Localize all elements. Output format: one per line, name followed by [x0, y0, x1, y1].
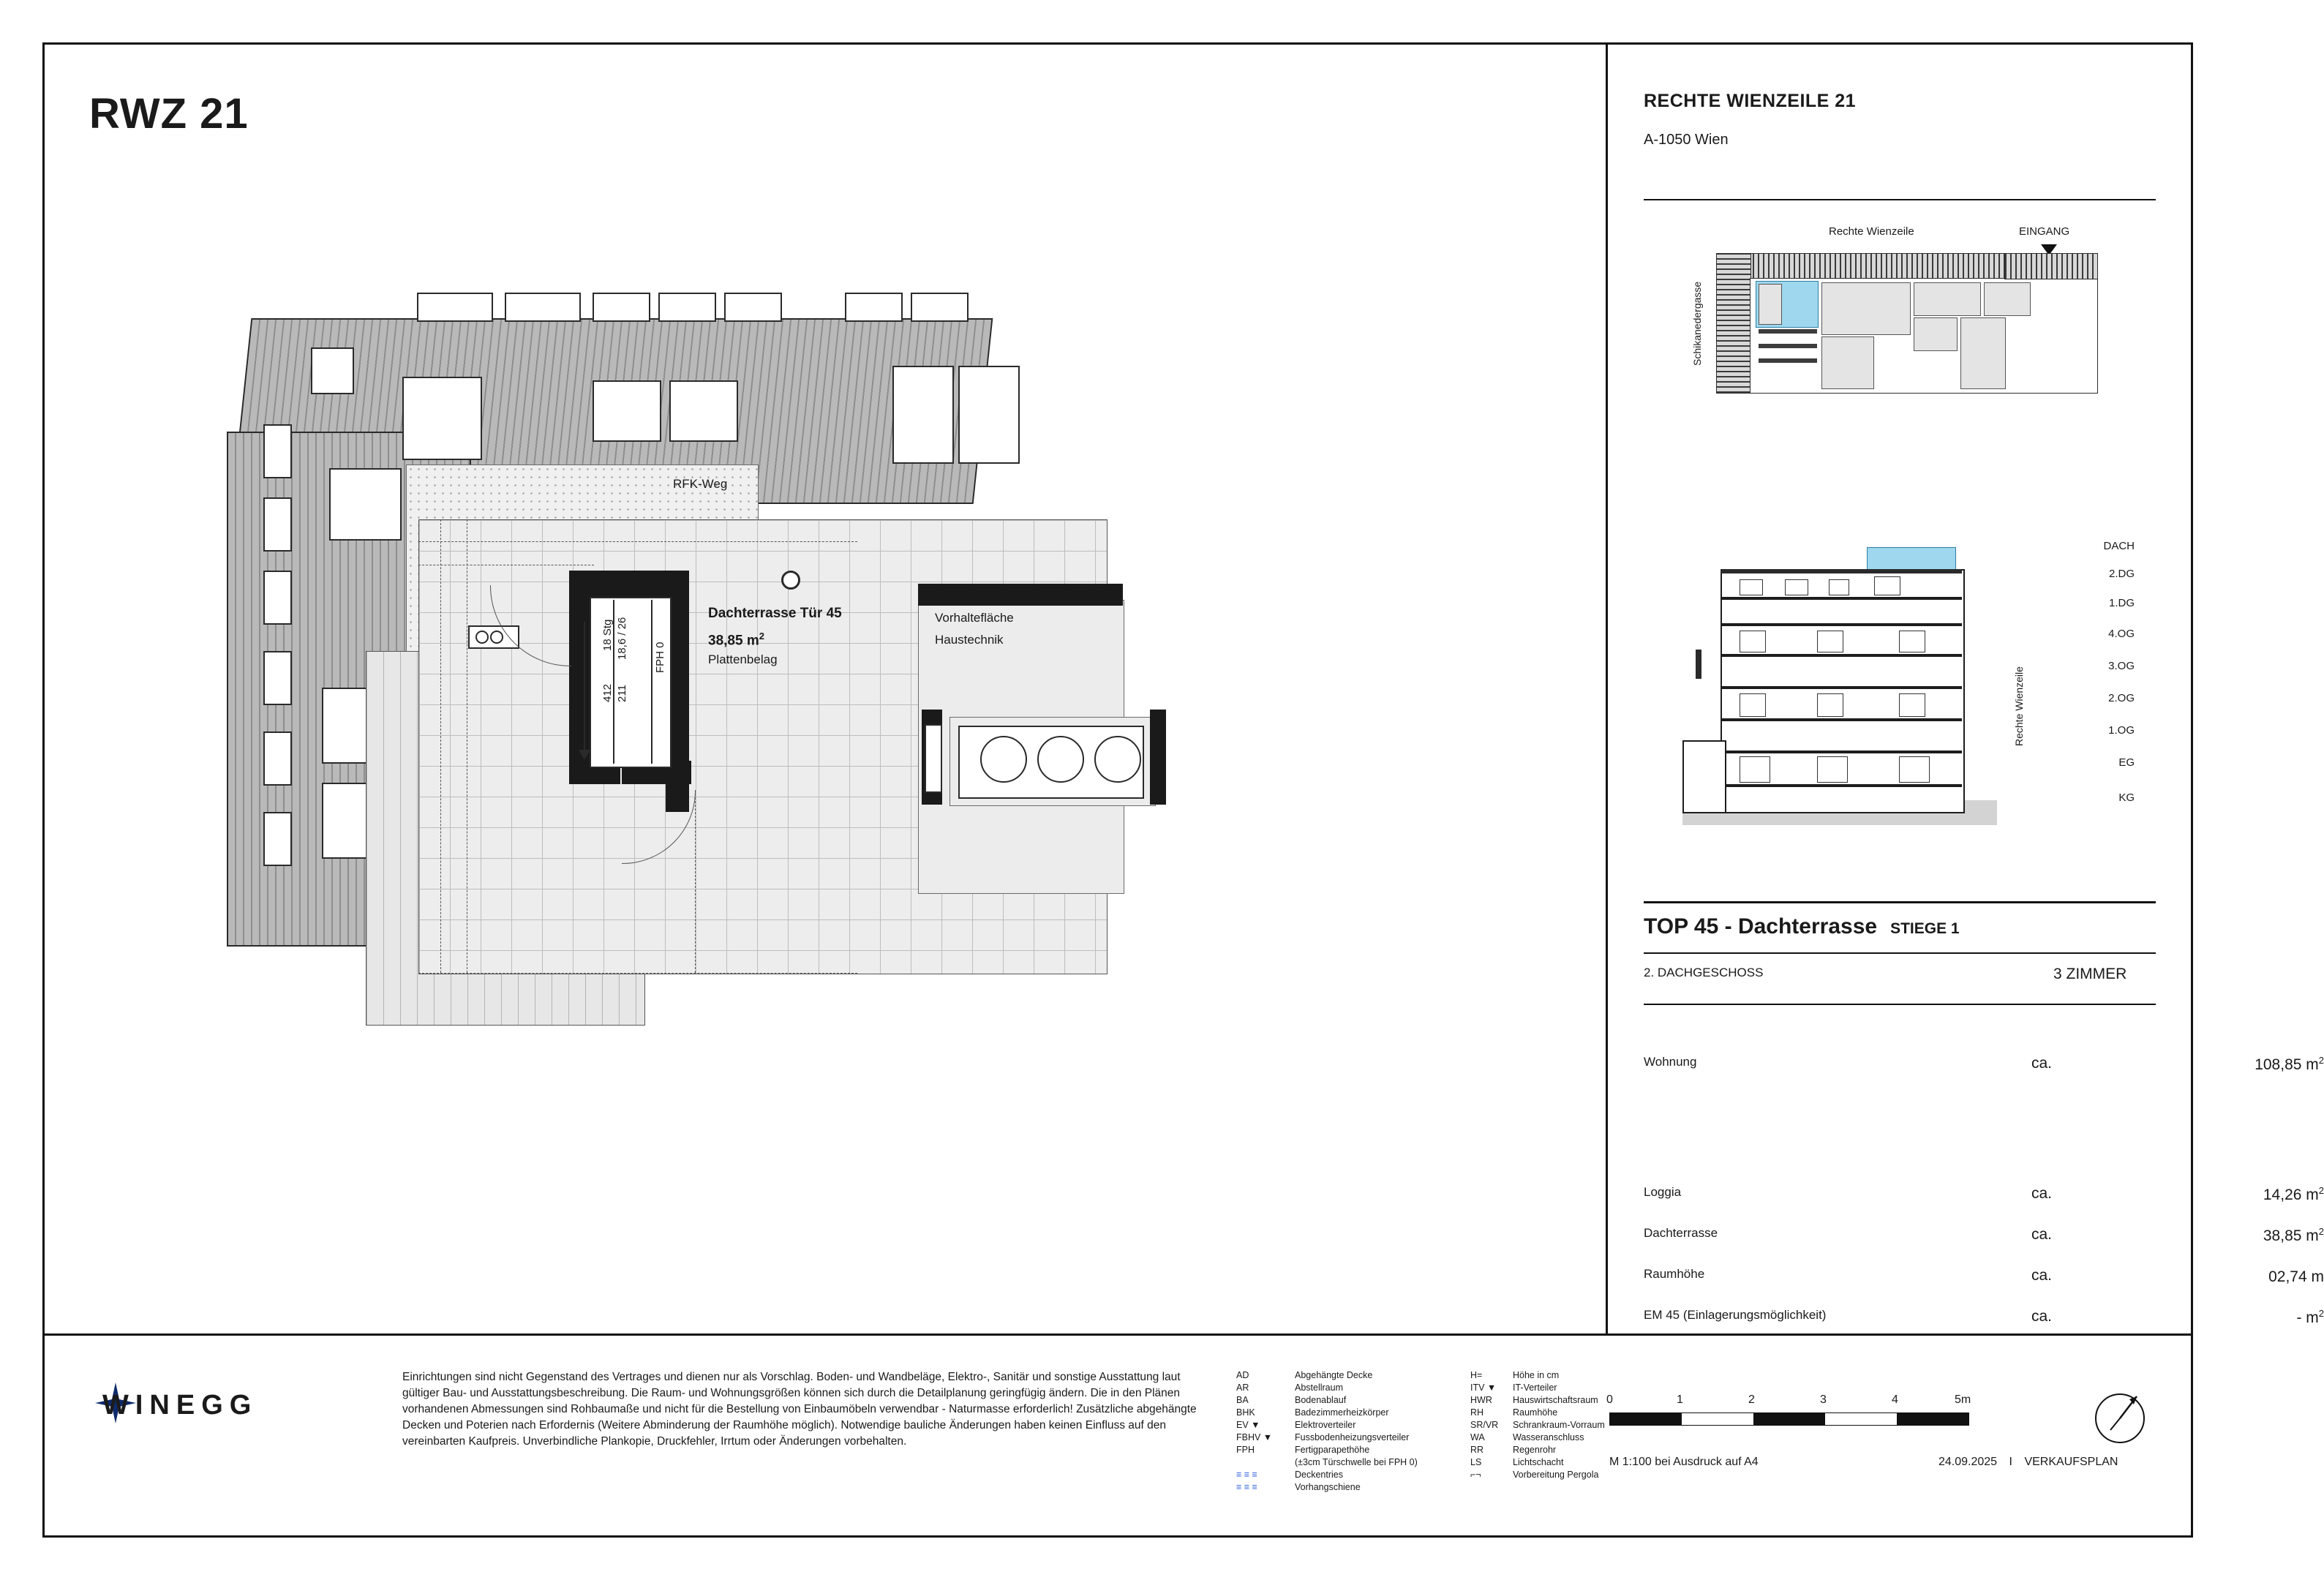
scale-tick-4: 4 — [1892, 1393, 1898, 1406]
section-window-g — [1899, 631, 1925, 652]
area-value-text-1: 14,26 m — [2263, 1186, 2319, 1203]
stair-label-1: 18 Stg — [601, 619, 614, 651]
stair-label-2: 18,6 / 26 — [616, 617, 628, 660]
legend-item — [1236, 1407, 1463, 1419]
area-label-0: Wohnung — [1644, 1055, 1697, 1069]
site-unit-detail-a — [1759, 284, 1782, 325]
section-street-label: Rechte Wienzeile — [2013, 666, 2025, 746]
level-label-4: 3.OG — [2108, 660, 2135, 672]
vorhangschiene-icon: ≡ ≡ ≡ — [1236, 1482, 1257, 1492]
roof-window-w3 — [263, 424, 292, 478]
project-address: A-1050 Wien — [1644, 132, 1729, 148]
roof-window-n8 — [593, 380, 661, 442]
roof-window-n10 — [892, 366, 954, 464]
dash-line-6 — [418, 973, 857, 974]
section-floor-2 — [1721, 623, 1962, 626]
site-core-e — [1960, 317, 2006, 389]
area-label-2: Dachterrasse — [1644, 1226, 1718, 1240]
area-value-3 — [2222, 1267, 2324, 1286]
building-section — [1682, 527, 2135, 870]
terrace-surface-label: Plattenbelag — [708, 652, 778, 666]
roof-window-w9 — [329, 468, 402, 541]
legend-left-column — [1236, 1369, 1463, 1494]
area-ca-3: ca. — [2031, 1267, 2053, 1284]
level-label-2: 1.DG — [2108, 597, 2135, 609]
legend-key: EV ▼ — [1236, 1420, 1260, 1430]
level-label-3: 4.OG — [2108, 628, 2135, 640]
roof-window-w5 — [263, 571, 292, 625]
stair-rail-2 — [651, 600, 653, 764]
legend-value: Abgehängte Decke — [1295, 1370, 1373, 1380]
level-label-6: 1.OG — [2108, 724, 2135, 737]
scale-tick-5: 5m — [1955, 1393, 1971, 1406]
planter-1 — [980, 736, 1027, 783]
legend-value: Wasseranschluss — [1513, 1432, 1584, 1442]
section-window-d — [1874, 576, 1900, 595]
unit-rule-areas — [1644, 1004, 2156, 1005]
scale-bar-graphic — [1609, 1412, 1969, 1426]
legend-value: Raumhöhe — [1513, 1407, 1558, 1418]
site-wall-b — [1759, 344, 1817, 348]
legend-item — [1236, 1419, 1463, 1432]
legend-value: IT-Verteiler — [1513, 1382, 1557, 1393]
legend-key: SR/VR — [1470, 1420, 1499, 1430]
legend-key: RR — [1470, 1445, 1484, 1455]
terrace-name-label: Dachterrasse Tür 45 — [708, 606, 842, 621]
legend-key: WA — [1470, 1432, 1485, 1442]
site-core-d — [1914, 317, 1958, 351]
section-window-i — [1817, 693, 1843, 717]
site-core-a — [1821, 282, 1911, 335]
stair-label-3: 412 — [601, 683, 614, 702]
legend-key: HWR — [1470, 1395, 1492, 1405]
legend-value: Deckentries — [1295, 1470, 1343, 1480]
page-title: RWZ 21 — [89, 90, 249, 138]
section-window-f — [1817, 631, 1843, 652]
area-ca-2: ca. — [2031, 1226, 2053, 1243]
planter-3 — [1094, 736, 1141, 783]
section-window-k — [1740, 756, 1770, 783]
site-core-b — [1821, 336, 1874, 389]
horizontal-divider — [42, 1333, 2193, 1336]
area-label-4: EM 45 (Einlagerungsmöglichkeit) — [1644, 1308, 1827, 1322]
terrace-area-label — [708, 631, 764, 649]
fixture-dot-2 — [490, 631, 503, 644]
area-ca-4: ca. — [2031, 1308, 2053, 1325]
stair-direction-line — [584, 622, 585, 753]
legend-key: RH — [1470, 1407, 1484, 1418]
terrace-area-sup: 2 — [759, 631, 764, 642]
dash-line-5 — [695, 790, 696, 973]
legend-key: FBHV ▼ — [1236, 1432, 1273, 1442]
legend-value: Fertigparapethöhe — [1295, 1445, 1370, 1455]
site-wall-a — [1759, 329, 1817, 334]
scale-tick-1: 1 — [1677, 1393, 1683, 1406]
roof-window-n7 — [911, 293, 969, 322]
level-label-7: EG — [2118, 756, 2135, 769]
fph-label: FPH 0 — [654, 642, 666, 673]
site-entrance-label: EINGANG — [2019, 225, 2070, 238]
roof-window-w6 — [263, 651, 292, 705]
section-window-e — [1740, 631, 1766, 652]
legend-value: Elektroverteiler — [1295, 1420, 1356, 1430]
area-value-text-4: - m — [2296, 1309, 2319, 1326]
scale-ticks — [1606, 1393, 1971, 1410]
parapet-opening — [925, 724, 942, 793]
roof-window-w1 — [311, 347, 354, 394]
legend-value: Bodenablauf — [1295, 1395, 1347, 1405]
pergola-icon: ⌐¬ — [1470, 1470, 1481, 1480]
section-window-m — [1899, 756, 1930, 783]
brand-name: WINEGG — [102, 1390, 258, 1421]
site-west-wing — [1716, 253, 1751, 394]
floor-plan — [183, 278, 1558, 1302]
area-value-4 — [2222, 1308, 2324, 1327]
date-separator: I — [2009, 1456, 2012, 1468]
section-window-l — [1817, 756, 1848, 783]
section-window-j — [1899, 693, 1925, 717]
section-roof — [1721, 569, 1962, 573]
legend-item — [1470, 1369, 1690, 1382]
section-floor-6 — [1721, 750, 1962, 753]
scale-seg-2 — [1753, 1413, 1825, 1425]
legend-item — [1470, 1469, 1690, 1481]
area-value-text-3: 02,74 m — [2268, 1268, 2324, 1285]
section-floor-5 — [1721, 718, 1962, 721]
scale-seg-1 — [1610, 1413, 1682, 1425]
header-rule — [1644, 199, 2156, 200]
plan-date: 24.09.2025 — [1938, 1456, 1998, 1468]
section-window-c — [1829, 579, 1849, 595]
legend-item — [1470, 1432, 1690, 1444]
rfk-weg-label: RFK-Weg — [673, 477, 728, 491]
area-value-0 — [2222, 1055, 2324, 1074]
legend-value: Fussbodenheizungsverteiler — [1295, 1432, 1410, 1442]
area-ca-0: ca. — [2031, 1055, 2053, 1072]
legend-value: Regenrohr — [1513, 1445, 1557, 1455]
scale-bar — [1606, 1393, 1971, 1426]
site-core-c — [1914, 282, 1981, 316]
scale-note: M 1:100 bei Ausdruck auf A4 — [1609, 1456, 1759, 1468]
legend-value: Höhe in cm — [1513, 1370, 1560, 1380]
unit-stiege: STIEGE 1 — [1890, 920, 1960, 937]
unit-rooms: 3 ZIMMER — [2053, 966, 2127, 982]
roof-window-w7 — [263, 731, 292, 786]
stair-wall-top — [578, 571, 680, 600]
legend-key: LS — [1470, 1457, 1482, 1467]
area-value-sup-2: 2 — [2318, 1226, 2324, 1237]
level-label-8: KG — [2118, 791, 2135, 804]
vertical-divider — [1606, 42, 1608, 1333]
section-drawing — [1682, 543, 1997, 843]
section-floor-3 — [1721, 654, 1962, 657]
legend-value: Vorhangschiene — [1295, 1482, 1361, 1492]
dash-line-1 — [418, 541, 857, 542]
scale-tick-2: 2 — [1748, 1393, 1755, 1406]
legend-value: (±3cm Türschwelle bei FPH 0) — [1295, 1457, 1418, 1467]
disclaimer-text: Einrichtungen sind nicht Gegenstand des Vertrages und dienen nur als Vorschlag. Boden- und Wandbeläge, Elektro-, Sanitär und sonstige Ausstattung laut gültiger Bau- und Ausstattungsbeschreibung. Die Raum- und Wohnungsgrößen können sich durch die Detailplanung geringfügig ändern. Die in den Plänen vorhandenen Abmessungen sind Rohbaumaße und nicht für die Bestellung von Einbaumöbeln verwendbar - Naturmasse erforderlich! Zusätzliche abgehängte Decken und Poterien nach Erfordernis (Weitere Abminderung der Raumhöhe möglich). Notwendige bauliche Änderungen haben keinen Einfluss auf den vereinbarten Kaufpreis. Unverbindliche Plankopie, Druckfehler, Irrtum oder Änderungen vorbehalten. — [402, 1371, 1197, 1448]
drain-icon — [781, 571, 800, 590]
section-floor-4 — [1721, 686, 1962, 689]
legend-item — [1236, 1469, 1463, 1481]
legend-value: Hauswirtschaftsraum — [1513, 1395, 1598, 1405]
area-label-3: Raumhöhe — [1644, 1267, 1705, 1281]
stair-direction-arrow-icon — [579, 750, 590, 760]
roof-window-w2 — [402, 377, 482, 460]
legend-key: ITV ▼ — [1470, 1382, 1497, 1393]
section-window-a — [1740, 579, 1763, 595]
parapet-right — [1150, 710, 1166, 805]
legend-item — [1236, 1432, 1463, 1444]
roof-window-n11 — [958, 366, 1020, 464]
level-label-0: DACH — [2103, 540, 2135, 552]
scale-seg-3 — [1897, 1413, 1968, 1425]
area-value-text-0: 108,85 m — [2255, 1056, 2319, 1073]
terrace-area-value: 38,85 m — [708, 633, 759, 649]
legend-item — [1236, 1394, 1463, 1407]
section-floor-7 — [1721, 784, 1962, 787]
legend-item — [1236, 1382, 1463, 1394]
legend-value: Badezimmerheizkörper — [1295, 1407, 1389, 1418]
unit-floor: 2. DACHGESCHOSS — [1644, 966, 1764, 979]
site-east-wing — [2004, 253, 2098, 279]
area-ca-1: ca. — [2031, 1185, 2053, 1202]
legend-key: BA — [1236, 1395, 1249, 1405]
roof-window-n4 — [658, 293, 716, 322]
roof-window-w8 — [263, 812, 292, 866]
section-floor-1 — [1721, 597, 1962, 600]
legend-item — [1236, 1481, 1463, 1494]
legend-value: Lichtschacht — [1513, 1457, 1564, 1467]
area-value-sup-4: 2 — [2318, 1308, 2324, 1319]
legend-item — [1236, 1369, 1463, 1382]
north-arrow-icon — [2088, 1385, 2151, 1448]
planter-2 — [1037, 736, 1084, 783]
section-window-h — [1740, 693, 1766, 717]
scale-tick-3: 3 — [1820, 1393, 1827, 1406]
legend-key: AR — [1236, 1382, 1249, 1393]
roof-window-n6 — [845, 293, 903, 322]
roof-window-n3 — [593, 293, 650, 322]
area-value-2 — [2222, 1226, 2324, 1245]
site-plan — [1682, 225, 2121, 410]
roof-window-w4 — [263, 497, 292, 552]
section-window-b — [1785, 579, 1808, 595]
haustechnik-label: Haustechnik — [935, 633, 1004, 647]
legend-value: Abstellraum — [1295, 1382, 1343, 1393]
section-annex — [1682, 740, 1726, 813]
site-street-label: Rechte Wienzeile — [1829, 225, 1914, 238]
legend-item — [1236, 1456, 1463, 1469]
legend-key: AD — [1236, 1370, 1249, 1380]
vorhalteflaeche-label: Vorhaltefläche — [935, 611, 1014, 625]
section-chimney — [1696, 650, 1701, 679]
unit-rule-mid — [1644, 952, 2156, 954]
legend-key: BHK — [1236, 1407, 1255, 1418]
site-core-f — [1984, 282, 2031, 316]
site-side-street-label: Schikanedergasse — [1691, 281, 1703, 366]
level-label-1: 2.DG — [2108, 568, 2135, 580]
unit-title-row — [1644, 914, 1960, 939]
stair-label-4: 211 — [616, 685, 628, 702]
area-value-sup-0: 2 — [2318, 1055, 2324, 1066]
roof-window-n2 — [505, 293, 581, 322]
unit-title: TOP 45 - Dachterrasse — [1644, 914, 1878, 938]
scale-tick-0: 0 — [1606, 1393, 1613, 1406]
legend-value: Vorbereitung Pergola — [1513, 1470, 1599, 1480]
unit-rule-top — [1644, 901, 2156, 903]
dash-line-3 — [440, 519, 441, 973]
project-title: RECHTE WIENZEILE 21 — [1644, 91, 1857, 111]
legend-value: Schrankraum-Vorraum — [1513, 1420, 1605, 1430]
section-highlight-unit — [1867, 547, 1956, 571]
legend-key: H= — [1470, 1370, 1483, 1380]
area-value-1 — [2222, 1185, 2324, 1204]
legend-item — [1236, 1444, 1463, 1456]
site-wall-c — [1759, 358, 1817, 363]
date-note — [1938, 1456, 2118, 1469]
legend-key: FPH — [1236, 1445, 1255, 1455]
roof-window-n5 — [724, 293, 782, 322]
legend-item — [1470, 1444, 1690, 1456]
legend-item — [1470, 1382, 1690, 1394]
deckentries-icon: ≡ ≡ ≡ — [1236, 1470, 1257, 1480]
doc-type: VERKAUFSPLAN — [2024, 1456, 2118, 1468]
roof-window-n9 — [669, 380, 738, 442]
area-value-sup-1: 2 — [2318, 1185, 2324, 1196]
fixture-dot-1 — [475, 631, 489, 644]
level-label-5: 2.OG — [2108, 692, 2135, 704]
area-value-text-2: 38,85 m — [2263, 1227, 2319, 1244]
technical-wall-top — [918, 584, 1123, 606]
area-label-1: Loggia — [1644, 1185, 1682, 1199]
roof-window-n1 — [417, 293, 493, 322]
